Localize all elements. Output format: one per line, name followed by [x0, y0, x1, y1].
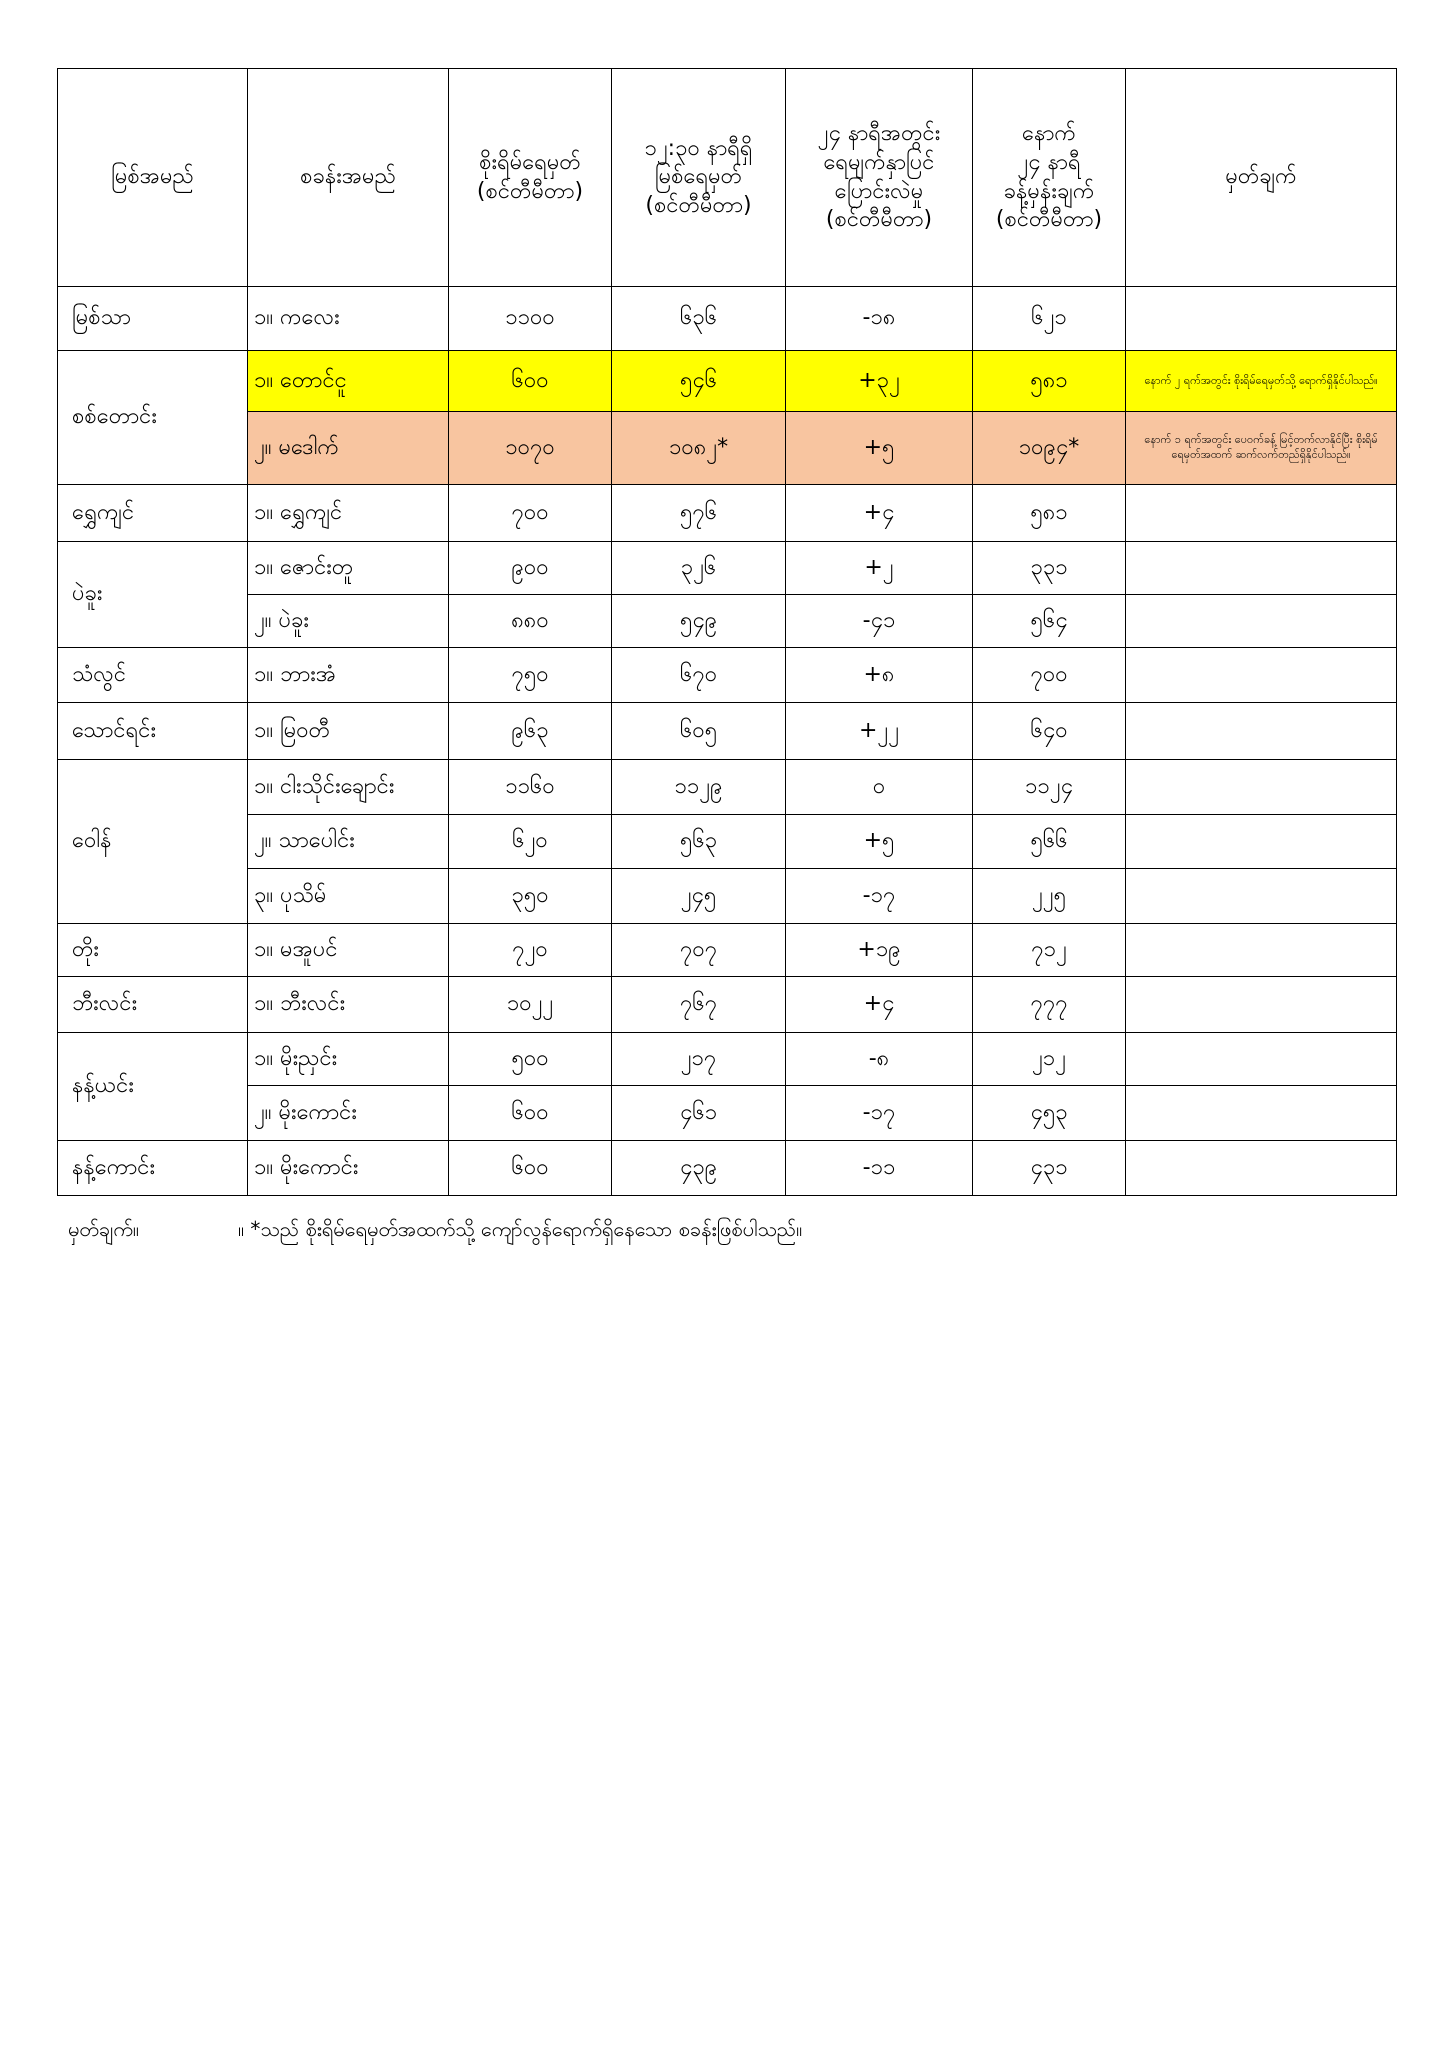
remark-cell	[1126, 760, 1397, 815]
table-row	[58, 1141, 1397, 1196]
header-danger-level: စိုးရိမ်ရေမှတ် (စင်တီမီတာ)	[449, 69, 612, 287]
table-row	[58, 542, 1397, 595]
remark-cell	[1126, 595, 1397, 648]
river-name-cell: သောင်ရင်း	[58, 703, 248, 760]
table-row	[58, 412, 1397, 485]
change-cell: -၁၈	[786, 287, 973, 351]
station-name-cell: ၁။ ဘီးလင်း	[248, 977, 449, 1033]
station-name-cell: ၂။ မဒေါက်	[248, 412, 449, 485]
current-level-cell: ၁၁၂၉	[612, 760, 786, 815]
forecast-cell: ၄၅၃	[973, 1086, 1126, 1141]
danger-level-cell: ၉၆၃	[449, 703, 612, 760]
station-name-cell: ၁။ မိုးညှင်း	[248, 1033, 449, 1086]
forecast-cell: ၂၂၅	[973, 869, 1126, 924]
forecast-cell: ၇၁၂	[973, 924, 1126, 977]
forecast-cell: ၇၀၀	[973, 648, 1126, 703]
table-row	[58, 760, 1397, 815]
station-name-cell: ၁။ မိုးကောင်း	[248, 1141, 449, 1196]
forecast-cell: ၇၇၇	[973, 977, 1126, 1033]
footnote	[68, 1216, 802, 1246]
river-name-cell: ဝေါန်	[58, 760, 248, 924]
header-station: စခန်းအမည်	[248, 69, 449, 287]
danger-level-cell: ၁၁၆၀	[449, 760, 612, 815]
change-cell: -၁၁	[786, 1141, 973, 1196]
remark-cell	[1126, 924, 1397, 977]
change-cell: +၃၂	[786, 351, 973, 412]
forecast-cell: ၅၈၁	[973, 351, 1126, 412]
table-row	[58, 977, 1397, 1033]
remark-cell: နောက် ၁ ရက်အတွင်း ပေ၀က်ခန့် မြင့်တက်လာနိုင်ပြီး စိုးရိမ်ရေမှတ်အထက် ဆက်လက်တည်ရှိနိုင်ပါသည်။	[1126, 412, 1397, 485]
current-level-cell: ၅၆၃	[612, 815, 786, 869]
change-cell: +၄	[786, 977, 973, 1033]
change-cell: -၁၇	[786, 869, 973, 924]
forecast-cell: ၅၆၄	[973, 595, 1126, 648]
danger-level-cell: ၈၈၀	[449, 595, 612, 648]
current-level-cell: ၆၇၀	[612, 648, 786, 703]
danger-level-cell: ၉၀၀	[449, 542, 612, 595]
table-row	[58, 648, 1397, 703]
current-level-cell: ၂၄၅	[612, 869, 786, 924]
table-row	[58, 869, 1397, 924]
change-cell: -၄၁	[786, 595, 973, 648]
table-row	[58, 1086, 1397, 1141]
header-remark: မှတ်ချက်	[1126, 69, 1397, 287]
current-level-cell: ၆၃၆	[612, 287, 786, 351]
remark-cell	[1126, 1141, 1397, 1196]
river-name-cell: ပဲခူး	[58, 542, 248, 648]
danger-level-cell: ၃၅၀	[449, 869, 612, 924]
forecast-cell: ၄၃၁	[973, 1141, 1126, 1196]
remark-cell	[1126, 815, 1397, 869]
station-name-cell: ၁။ ဘားအံ	[248, 648, 449, 703]
remark-cell	[1126, 542, 1397, 595]
current-level-cell: ၇၀၇	[612, 924, 786, 977]
change-cell: +၂	[786, 542, 973, 595]
danger-level-cell: ၆၂၀	[449, 815, 612, 869]
river-name-cell: နန့်ကောင်း	[58, 1141, 248, 1196]
remark-cell	[1126, 703, 1397, 760]
river-name-cell: ရွှေကျင်	[58, 485, 248, 542]
footnote-text: ။ *သည် စိုးရိမ်ရေမှတ်အထက်သို့ ကျော်လွန်ရောက်ရှိနေသော စခန်းဖြစ်ပါသည်။	[238, 1217, 803, 1241]
river-water-level-table	[57, 68, 1397, 1196]
station-name-cell: ၁။ ရွှေကျင်	[248, 485, 449, 542]
header-current-level: ၁၂:၃၀ နာရီရှိ မြစ်ရေမှတ် (စင်တီမီတာ)	[612, 69, 786, 287]
danger-level-cell: ၅၀၀	[449, 1033, 612, 1086]
danger-level-cell: ၆၀၀	[449, 1086, 612, 1141]
station-name-cell: ၂။ သာပေါင်း	[248, 815, 449, 869]
remark-cell	[1126, 1086, 1397, 1141]
forecast-cell: ၆၄၀	[973, 703, 1126, 760]
change-cell: +၁၉	[786, 924, 973, 977]
forecast-cell: ၃၃၁	[973, 542, 1126, 595]
current-level-cell: ၃၂၆	[612, 542, 786, 595]
station-name-cell: ၁။ မြဝတီ	[248, 703, 449, 760]
table-row	[58, 815, 1397, 869]
danger-level-cell: ၆၀၀	[449, 1141, 612, 1196]
danger-level-cell: ၆၀၀	[449, 351, 612, 412]
river-name-cell: ဘီးလင်း	[58, 977, 248, 1033]
header-forecast: နောက် ၂၄ နာရီ ခန့်မှန်းချက် (စင်တီမီတာ)	[973, 69, 1126, 287]
river-name-cell: တိုး	[58, 924, 248, 977]
station-name-cell: ၁။ တောင်ငူ	[248, 351, 449, 412]
remark-cell	[1126, 977, 1397, 1033]
danger-level-cell: ၁၁၀၀	[449, 287, 612, 351]
change-cell: +၂၂	[786, 703, 973, 760]
current-level-cell: ၄၃၉	[612, 1141, 786, 1196]
station-name-cell: ၂။ ပဲခူး	[248, 595, 449, 648]
header-row	[58, 69, 1397, 287]
station-name-cell: ၁။ မအူပင်	[248, 924, 449, 977]
change-cell: ၀	[786, 760, 973, 815]
remark-cell	[1126, 869, 1397, 924]
table-row	[58, 351, 1397, 412]
forecast-cell: ၁၀၉၄*	[973, 412, 1126, 485]
table-row	[58, 287, 1397, 351]
current-level-cell: ၅၄၆	[612, 351, 786, 412]
danger-level-cell: ၇၀၀	[449, 485, 612, 542]
table-row	[58, 485, 1397, 542]
station-name-cell: ၁။ ကလေး	[248, 287, 449, 351]
header-river: မြစ်အမည်	[58, 69, 248, 287]
remark-cell	[1126, 648, 1397, 703]
forecast-cell: ၅၆၆	[973, 815, 1126, 869]
remark-cell	[1126, 485, 1397, 542]
current-level-cell: ၅၄၉	[612, 595, 786, 648]
change-cell: +၈	[786, 648, 973, 703]
remark-cell	[1126, 1033, 1397, 1086]
forecast-cell: ၁၁၂၄	[973, 760, 1126, 815]
table-row	[58, 595, 1397, 648]
station-name-cell: ၂။ မိုးကောင်း	[248, 1086, 449, 1141]
river-name-cell: မြစ်သာ	[58, 287, 248, 351]
remark-cell: နောက် ၂ ရက်အတွင်း စိုးရိမ်ရေမှတ်သို့ ရောက်ရှိနိုင်ပါသည်။	[1126, 351, 1397, 412]
station-name-cell: ၃။ ပုသိမ်	[248, 869, 449, 924]
change-cell: +၅	[786, 412, 973, 485]
river-name-cell: စစ်တောင်း	[58, 351, 248, 485]
current-level-cell: ၅၇၆	[612, 485, 786, 542]
current-level-cell: ၆၀၅	[612, 703, 786, 760]
station-name-cell: ၁။ ငါးသိုင်းချောင်း	[248, 760, 449, 815]
danger-level-cell: ၇၅၀	[449, 648, 612, 703]
remark-cell	[1126, 287, 1397, 351]
change-cell: +၄	[786, 485, 973, 542]
current-level-cell: ၇၆၇	[612, 977, 786, 1033]
table-row	[58, 924, 1397, 977]
station-name-cell: ၁။ ဇောင်းတူ	[248, 542, 449, 595]
danger-level-cell: ၁၀၂၂	[449, 977, 612, 1033]
table-row	[58, 1033, 1397, 1086]
current-level-cell: ၂၁၇	[612, 1033, 786, 1086]
header-24h-change: ၂၄ နာရီအတွင်း ရေမျက်နှာပြင် ပြောင်းလဲမှု (စင်တီမီတာ)	[786, 69, 973, 287]
change-cell: +၅	[786, 815, 973, 869]
footnote-label: မှတ်ချက်။	[68, 1217, 139, 1241]
river-name-cell: သံလွင်	[58, 648, 248, 703]
current-level-cell: ၁၀၈၂*	[612, 412, 786, 485]
forecast-cell: ၅၈၁	[973, 485, 1126, 542]
river-name-cell: နန့်ယင်း	[58, 1033, 248, 1141]
forecast-cell: ၂၁၂	[973, 1033, 1126, 1086]
current-level-cell: ၄၆၁	[612, 1086, 786, 1141]
danger-level-cell: ၇၂၀	[449, 924, 612, 977]
danger-level-cell: ၁၀၇၀	[449, 412, 612, 485]
change-cell: -၈	[786, 1033, 973, 1086]
change-cell: -၁၇	[786, 1086, 973, 1141]
forecast-cell: ၆၂၁	[973, 287, 1126, 351]
table-row	[58, 703, 1397, 760]
